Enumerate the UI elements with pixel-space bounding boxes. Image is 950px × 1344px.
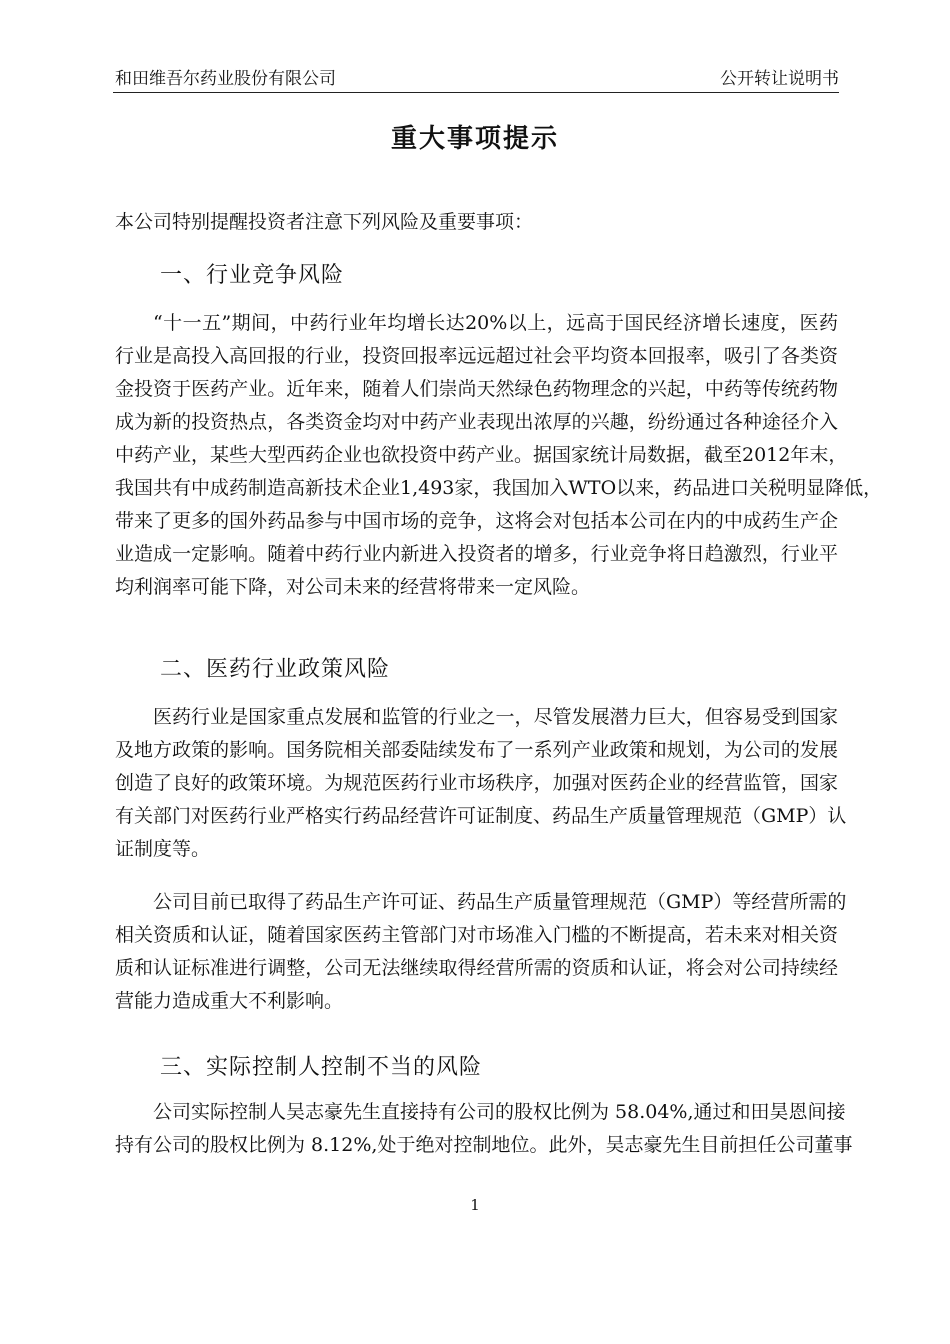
paragraph-line: 持有公司的股权比例为 8.12%,处于绝对控制地位。此外，吴志豪先生目前担任公司董事 [115, 1134, 853, 1156]
paragraph-line: 中药产业，某些大型西药企业也欲投资中药产业。据国家统计局数据，截至2012年末， [115, 444, 848, 466]
paragraph-line: 及地方政策的影响。国务院相关部委陆续发布了一系列产业政策和规划，为公司的发展 [115, 739, 838, 761]
paragraph-line: 医药行业是国家重点发展和监管的行业之一，尽管发展潜力巨大，但容易受到国家 [153, 706, 838, 728]
paragraph-line: 带来了更多的国外药品参与中国市场的竞争，这将会对包括本公司在内的中成药生产企 [115, 510, 838, 532]
paragraph-line: “十一五”期间，中药行业年均增长达20%以上，远高于国民经济增长速度，医药 [153, 312, 838, 334]
header-doc-type: 公开转让说明书 [720, 69, 839, 89]
paragraph-line: 均利润率可能下降，对公司未来的经营将带来一定风险。 [115, 576, 591, 598]
paragraph-line: 证制度等。 [115, 838, 211, 860]
page-number: 1 [470, 1196, 480, 1214]
header-rule [113, 92, 839, 93]
paragraph-line: 成为新的投资热点，各类资金均对中药产业表现出浓厚的兴趣，纷纷通过各种途径介入 [115, 411, 838, 433]
paragraph-line: 有关部门对医药行业严格实行药品经营许可证制度、药品生产质量管理规范（GMP）认 [115, 805, 847, 827]
paragraph-line: 公司实际控制人吴志豪先生直接持有公司的股权比例为 58.04%,通过和田昊恩间接 [153, 1101, 846, 1123]
paragraph-line: 行业是高投入高回报的行业，投资回报率远远超过社会平均资本回报率，吸引了各类资 [115, 345, 838, 367]
paragraph-line: 业造成一定影响。随着中药行业内新进入投资者的增多，行业竞争将日趋激烈，行业平 [115, 543, 838, 565]
section-heading: 一、行业竞争风险 [160, 263, 345, 288]
intro-text: 本公司特别提醒投资者注意下列风险及重要事项： [115, 211, 534, 233]
paragraph-line: 金投资于医药产业。近年来，随着人们崇尚天然绿色药物理念的兴起，中药等传统药物 [115, 378, 838, 400]
paragraph-line: 公司目前已取得了药品生产许可证、药品生产质量管理规范（GMP）等经营所需的 [153, 891, 847, 913]
section-heading: 二、医药行业政策风险 [160, 657, 391, 682]
paragraph-line: 营能力造成重大不利影响。 [115, 990, 344, 1012]
paragraph-line: 创造了良好的政策环境。为规范医药行业市场秩序，加强对医药企业的经营监管，国家 [115, 772, 838, 794]
section-heading: 三、实际控制人控制不当的风险 [160, 1055, 483, 1080]
paragraph-line: 我国共有中成药制造高新技术企业1,493家，我国加入WTO以来，药品进口关税明显降低， [115, 477, 883, 499]
paragraph-line: 质和认证标准进行调整，公司无法继续取得经营所需的资质和认证，将会对公司持续经 [115, 957, 838, 979]
header-company: 和田维吾尔药业股份有限公司 [115, 69, 336, 89]
paragraph-line: 相关资质和认证，随着国家医药主管部门对市场准入门槛的不断提高，若未来对相关资 [115, 924, 838, 946]
page-title: 重大事项提示 [390, 124, 559, 154]
